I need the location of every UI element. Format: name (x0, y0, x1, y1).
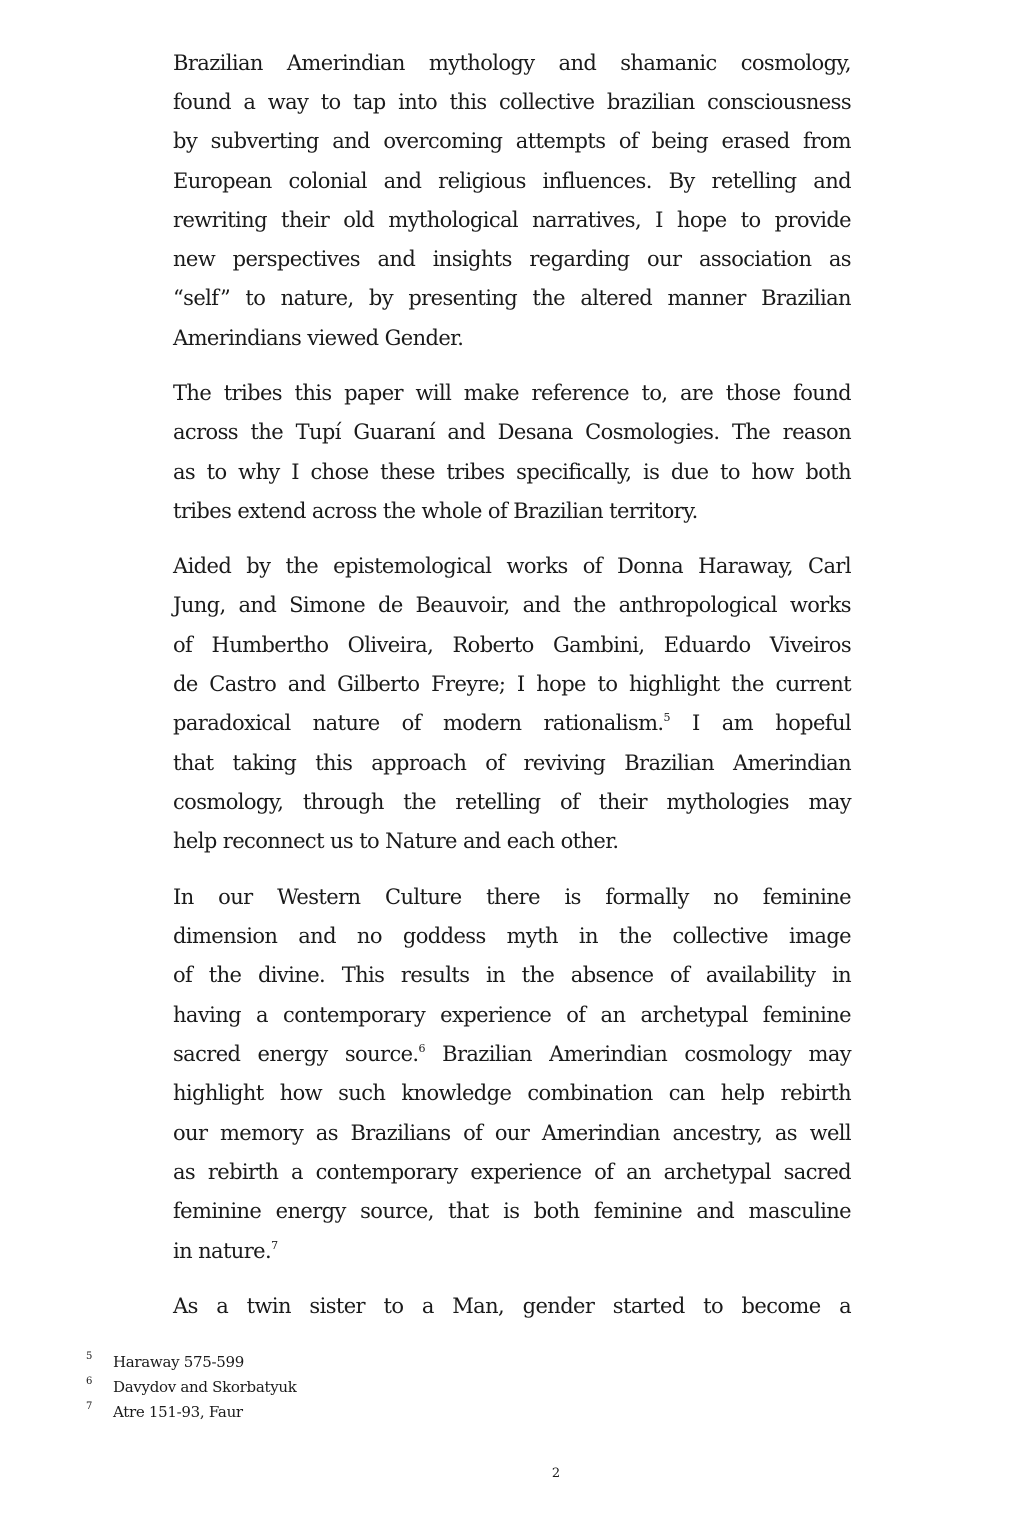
text-line: found a way to tap into this collective brazilian consciousness (173, 90, 851, 114)
text-span: I am hopeful (669, 711, 851, 735)
text-line: dimension and no goddess myth in the collective image (173, 924, 851, 948)
text-line: of Humbertho Oliveira, Roberto Gambini, Eduardo Viveiros (173, 633, 851, 657)
text-line: Brazilian Amerindian mythology and shamanic cosmology, (173, 51, 851, 75)
footnote-text: Davydov and Skorbatyuk (113, 1378, 297, 1396)
text-line: our memory as Brazilians of our Amerindian ancestry, as well (173, 1121, 851, 1145)
text-line: As a twin sister to a Man, gender started to become a (173, 1294, 851, 1318)
text-line: feminine energy source, that is both feminine and masculine (173, 1199, 851, 1223)
text-line (173, 1035, 851, 1074)
text-line: Jung, and Simone de Beauvoir, and the anthropological works (173, 593, 851, 617)
text-line: highlight how such knowledge combination can help rebirth (173, 1081, 851, 1105)
text-line: as to why I chose these tribes specifically, is due to how both (173, 460, 851, 484)
text-line: Aided by the epistemological works of Donna Haraway, Carl (173, 554, 851, 578)
footnote-ref-6[interactable]: 6 (418, 1042, 425, 1055)
text-line (173, 1232, 851, 1271)
page-number: 2 (551, 1466, 561, 1481)
text-line: across the Tupí Guaraní and Desana Cosmologies. The reason (173, 420, 851, 444)
text-line: rewriting their old mythological narratives, I hope to provide (173, 208, 851, 232)
footnote-ref-5[interactable]: 5 (663, 711, 670, 724)
text-line: tribes extend across the whole of Brazilian territory. (173, 499, 698, 523)
text-span: paradoxical nature of modern rationalism. (173, 711, 664, 735)
text-line: de Castro and Gilberto Freyre; I hope to highlight the current (173, 672, 851, 696)
text-line: The tribes this paper will make reference to, are those found (173, 381, 851, 405)
footnote-number: 6 (86, 1376, 93, 1387)
text-line: “self” to nature, by presenting the altered manner Brazilian (173, 286, 851, 310)
text-line: Amerindians viewed Gender. (173, 326, 464, 350)
text-line: of the divine. This results in the absence of availability in (173, 963, 851, 987)
footnote-number: 7 (86, 1401, 93, 1412)
text-line: by subverting and overcoming attempts of being erased from (173, 129, 851, 153)
footnote-text: Atre 151-93, Faur (113, 1403, 243, 1421)
footnote-text: Haraway 575-599 (113, 1353, 244, 1371)
footnote-number: 5 (86, 1351, 93, 1362)
text-line: In our Western Culture there is formally no feminine (173, 885, 851, 909)
text-line (173, 704, 851, 743)
text-line: that taking this approach of reviving Brazilian Amerindian (173, 751, 851, 775)
text-line: help reconnect us to Nature and each other. (173, 829, 619, 853)
text-line: as rebirth a contemporary experience of an archetypal sacred (173, 1160, 851, 1184)
text-line: European colonial and religious influences. By retelling and (173, 169, 851, 193)
text-line: having a contemporary experience of an archetypal feminine (173, 1003, 851, 1027)
text-span: sacred energy source. (173, 1042, 419, 1066)
footnote-ref-7[interactable]: 7 (271, 1239, 278, 1252)
text-span: in nature. (173, 1239, 272, 1263)
text-line: new perspectives and insights regarding our association as (173, 247, 851, 271)
text-line: cosmology, through the retelling of their mythologies may (173, 790, 851, 814)
text-span: Brazilian Amerindian cosmology may (424, 1042, 851, 1066)
